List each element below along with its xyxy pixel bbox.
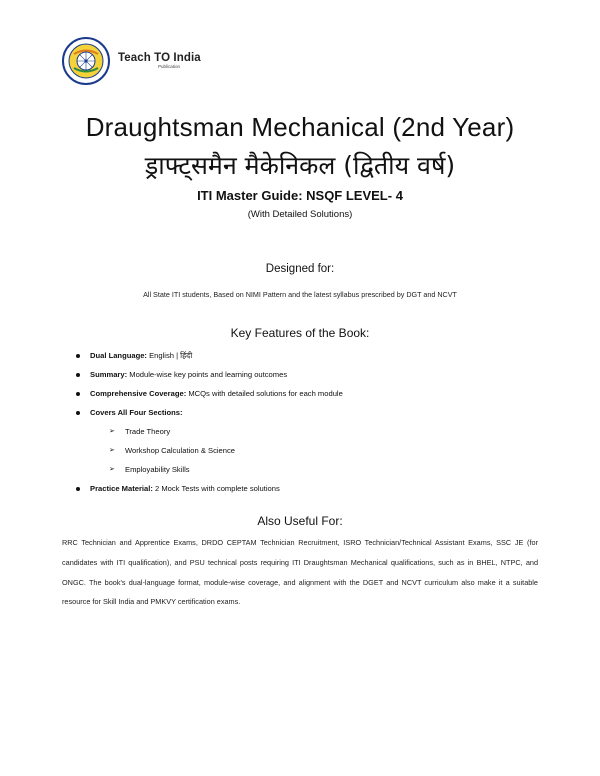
bullet-icon bbox=[76, 373, 80, 377]
section-name: Employability Skills bbox=[125, 465, 190, 474]
brand-block bbox=[118, 52, 201, 71]
feature-key: Covers All Four Sections: bbox=[90, 408, 183, 417]
feature-value: MCQs with detailed solutions for each module bbox=[186, 389, 343, 398]
bullet-icon bbox=[76, 411, 80, 415]
brand-sub: Publication bbox=[158, 64, 181, 70]
section-name: Trade Theory bbox=[125, 427, 171, 436]
designed-text: All State ITI students, Based on NIMI Pattern and the latest syllabus prescribed by DGT and NCVT bbox=[143, 290, 457, 299]
brand-name: Teach TO India bbox=[118, 51, 201, 64]
section-name: Workshop Calculation & Science bbox=[125, 446, 236, 455]
list-item bbox=[72, 407, 542, 426]
list-item bbox=[72, 388, 542, 407]
list-item bbox=[72, 445, 542, 464]
list-item bbox=[72, 369, 542, 388]
feature-value: English | हिंदी bbox=[146, 351, 193, 360]
publisher-logo bbox=[62, 37, 201, 85]
bullet-icon bbox=[76, 392, 80, 396]
title-hindi: ड्राफ्ट्समैन मैकेनिकल (द्वितीय वर्ष) bbox=[144, 151, 456, 180]
list-item bbox=[72, 464, 542, 483]
arrow-bullet-icon: ➢ bbox=[109, 428, 115, 435]
feature-key: Summary: bbox=[90, 370, 128, 379]
arrow-bullet-icon: ➢ bbox=[109, 447, 115, 454]
features-list bbox=[72, 350, 542, 502]
subtitle: ITI Master Guide: NSQF LEVEL- 4 bbox=[197, 188, 403, 203]
feature-key: Dual Language: bbox=[90, 351, 147, 360]
also-heading: Also Useful For: bbox=[257, 514, 343, 528]
arrow-bullet-icon: ➢ bbox=[109, 466, 115, 473]
also-text: RRC Technician and Apprentice Exams, DRDO CEPTAM Technician Recruitment, ISRO Technician/Technical Assistant Exams, SSC JE (for candidates with ITI qualification), and PSU technical posts requiring ITI Draughtsman Mechanical qualifications, such as in BHEL, NTPC, and ONGC. The book's dual-language format, module-wise coverage, and alignment with the DGET and NCVT curriculum also make it a suitable resource for Skill India and PMKVY certification exams. bbox=[62, 538, 538, 607]
bullet-icon bbox=[76, 487, 80, 491]
features-heading: Key Features of the Book: bbox=[230, 326, 370, 340]
list-item bbox=[72, 483, 542, 502]
feature-value: Module-wise key points and learning outcomes bbox=[127, 370, 288, 379]
subnote: (With Detailed Solutions) bbox=[247, 209, 353, 220]
bullet-icon bbox=[76, 354, 80, 358]
feature-key: Comprehensive Coverage: bbox=[90, 389, 187, 398]
title-english: Draughtsman Mechanical (2nd Year) bbox=[85, 112, 515, 142]
feature-key: Practice Material: bbox=[90, 484, 153, 493]
feature-value: 2 Mock Tests with complete solutions bbox=[152, 484, 280, 493]
list-item bbox=[72, 426, 542, 445]
list-item bbox=[72, 350, 542, 369]
designed-heading: Designed for: bbox=[265, 263, 335, 275]
seal-emblem-icon bbox=[62, 37, 110, 85]
